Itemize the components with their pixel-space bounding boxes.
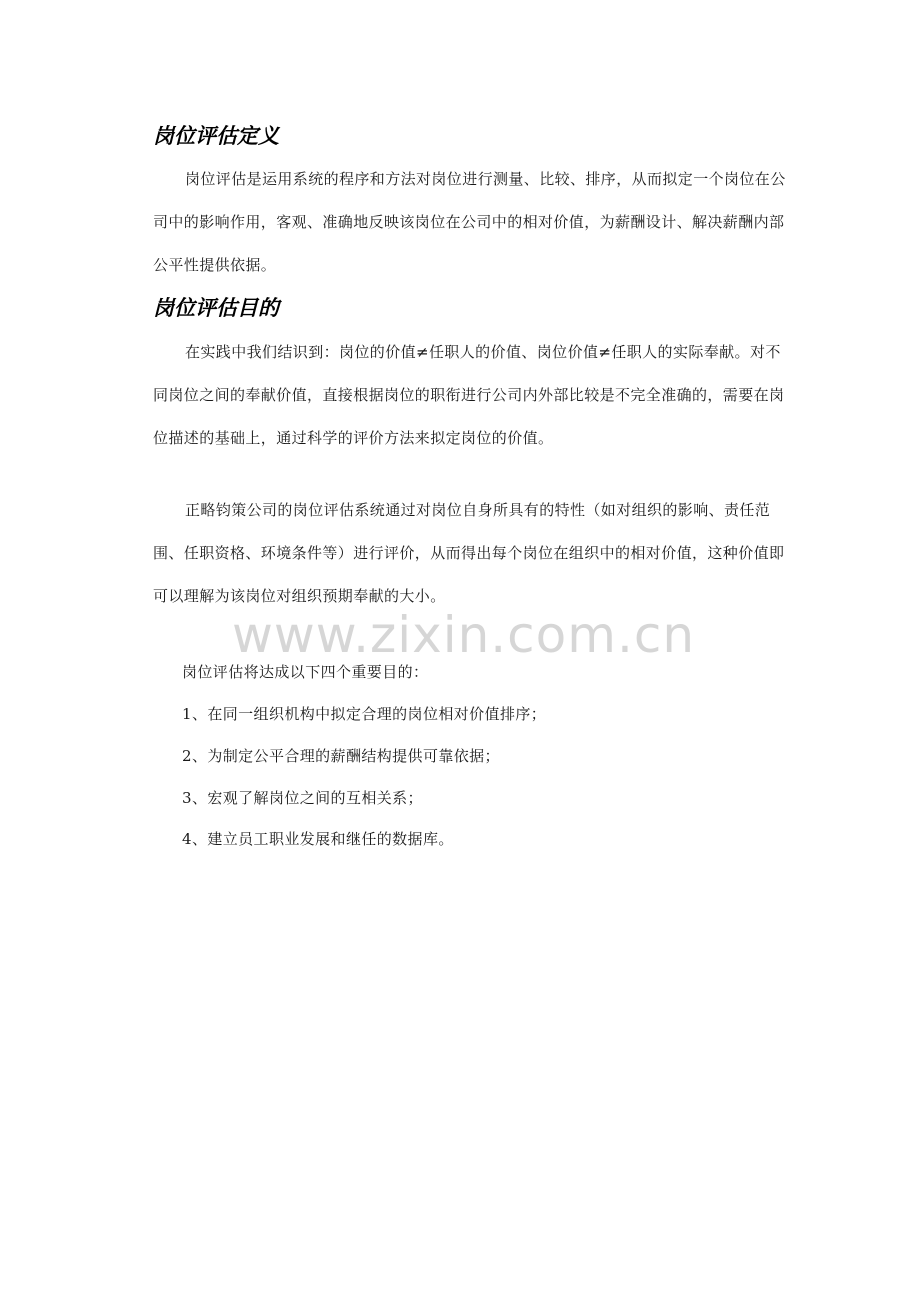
purpose-list-item-2: 2、为制定公平合理的薪酬结构提供可靠依据；	[182, 747, 500, 765]
definition-paragraph: 岗位评估是运用系统的程序和方法对岗位进行测量、比较、排序，从而拟定一个岗位在公司中的影响作用，客观、准确地反映该岗位在公司中的相对价值，为薪酬设计、解决薪酬内部公平性提供依据。	[153, 170, 786, 274]
purpose-list-item-3: 3、宏观了解岗位之间的互相关系；	[182, 789, 423, 807]
purpose-list-item-1: 1、在同一组织机构中拟定合理的岗位相对价值排序；	[182, 705, 547, 723]
purpose-list-item-4: 4、建立员工职业发展和继任的数据库。	[182, 830, 454, 848]
purpose-paragraph-2: 正略钧策公司的岗位评估系统通过对岗位自身所具有的特性（如对组织的影响、责任范围、任职资格、环境条件等）进行评价，从而得出每个岗位在组织中的相对价值，这种价值即可以理解为该岗位对组织预期奉献的大小。	[153, 501, 785, 605]
section-heading-definition: 岗位评估定义	[153, 124, 279, 148]
purpose-paragraph-1: 在实践中我们结识到：岗位的价值≠任职人的价值、岗位价值≠任职人的实际奉献。对不同岗位之间的奉献价值，直接根据岗位的职衔进行公司内外部比较是不完全准确的，需要在岗位描述的基础上，通过科学的评价方法来拟定岗位的价值。	[153, 343, 785, 447]
purpose-list-intro: 岗位评估将达成以下四个重要目的：	[182, 663, 429, 681]
watermark-text: www.zixin.com.cn	[232, 606, 696, 664]
section-heading-purpose: 岗位评估目的	[153, 296, 279, 320]
